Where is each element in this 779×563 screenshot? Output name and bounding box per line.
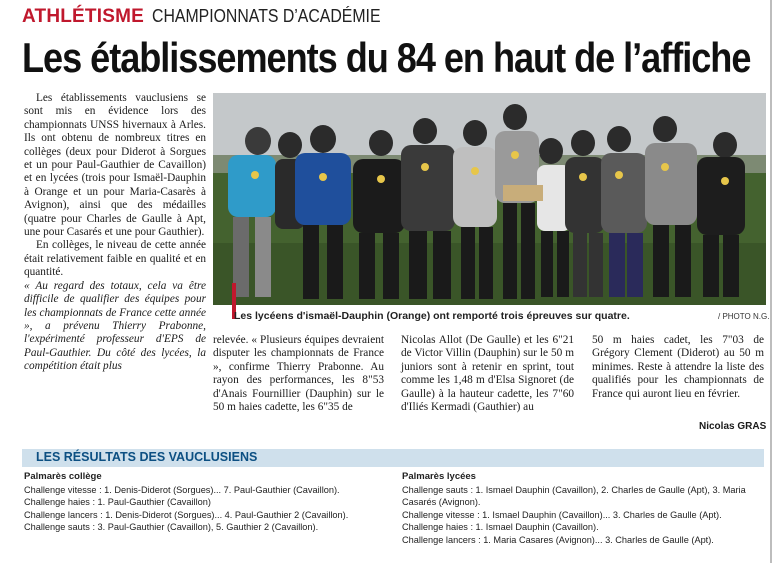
result-line: Challenge sauts : 1. Ismael Dauphin (Cavaillon), 2. Charles de Gaulle (Apt), 3. Maria Casarés (Avignon). (402, 484, 746, 508)
body-column-2 (213, 334, 384, 414)
college-results-title: Palmarès collège (24, 471, 102, 482)
result-line: Challenge vitesse : 1. Ismael Dauphin (Cavaillon)... 3. Charles de Gaulle (Apt). (402, 509, 722, 520)
paragraph: 50 m haies cadet, les 7"03 de Grégory Clement (Diderot) au 50 m minimes. Reste à attendre la liste des qualifiés pour les championnats de France qui auront lieu en février. (592, 334, 764, 400)
result-line: Challenge lancers : 1. Denis-Diderot (Sorgues)... 4. Paul-Gauthier 2 (Cavaillon). (24, 509, 349, 520)
photo-caption: Les lycéens d'ismaël-Dauphin (Orange) ont remporté trois épreuves sur quatre. (234, 310, 630, 322)
body-column-3 (401, 334, 574, 414)
results-box-title: LES RÉSULTATS DES VAUCLUSIENS (36, 450, 258, 464)
lycee-results (402, 471, 764, 547)
result-line: Challenge vitesse : 1. Denis-Diderot (Sorgues)... 7. Paul-Gauthier (Cavaillon). (24, 484, 340, 495)
article-kicker (22, 6, 412, 30)
paragraph: Les établissements vauclusiens se sont mis en évidence lors des championnats UNSS hivernaux à Arles. Ils ont obtenu de nombreux titres en collèges (deux pour Diderot à Sorgues et un pour Paul-Gauthier de Cavaillon) et en lycées (trois pour Ismaël-Dauphin à Orange et un pour Maria-Casarès à Avignon), ainsi que des médailles (quatre pour Charles de Gaulle à Apt, une pour Casarés et une pour Gauthier). (24, 92, 206, 239)
result-line: Challenge haies : 1. Ismael Dauphin (Cavaillon). (402, 522, 599, 533)
lycee-results-title: Palmarès lycées (402, 471, 476, 482)
result-line: Challenge lancers : 1. Maria Casares (Avignon)... 3. Charles de Gaulle (Apt). (402, 534, 714, 545)
body-column-4 (592, 334, 764, 401)
team-photo-illustration (213, 93, 766, 305)
body-column-1 (24, 92, 206, 374)
photo-credit: / PHOTO N.G. (718, 312, 770, 321)
page-edge-rule (770, 0, 772, 563)
results-box-header (22, 449, 764, 467)
paragraph: relevée. « Plusieurs équipes devraient disputer les championnats de France », confirme Thierry Prabonne. Au rayon des performances, les 8"53 d'Anais Fournillier (Dauphin) sur le 50 m haies cadette, les 6"35 de (213, 334, 384, 414)
section-label: ATHLÉTISME (22, 6, 144, 27)
headline: Les établissements du 84 en haut de l’affiche (22, 34, 751, 81)
subject-label: CHAMPIONNATS D’ACADÉMIE (151, 6, 381, 26)
paragraph: Nicolas Allot (De Gaulle) et les 6"21 de Victor Villin (Dauphin) sur le 50 m juniors sont à retenir en sprint, tout comme les 1,48 m d'Elsa Signoret (de Gaulle) à la hauteur cadette, les 7"60 d'Iliés Kermadi (Gauthier) au (401, 334, 574, 414)
paragraph: En collèges, le niveau de cette année était relativement faible en qualité et en quantité. (24, 239, 206, 279)
result-line: Challenge sauts : 3. Paul-Gauthier (Cavaillon), 5. Gauthier 2 (Cavaillon). (24, 522, 319, 533)
result-line: Challenge haies : 1. Paul-Gauthier (Cavaillon) (24, 497, 211, 508)
team-photo (213, 93, 766, 305)
college-results (24, 471, 394, 534)
quote-paragraph: « Au regard des totaux, cela va être difficile de qualifier des équipes pour les championnats de France cette année », a prévenu Thierry Prabonne, l'expérimenté professeur d'EPS de Paul-Gauthier. Du côté des lycées, la compétition était plus (24, 279, 206, 373)
author-signature: Nicolas GRAS (699, 421, 767, 432)
